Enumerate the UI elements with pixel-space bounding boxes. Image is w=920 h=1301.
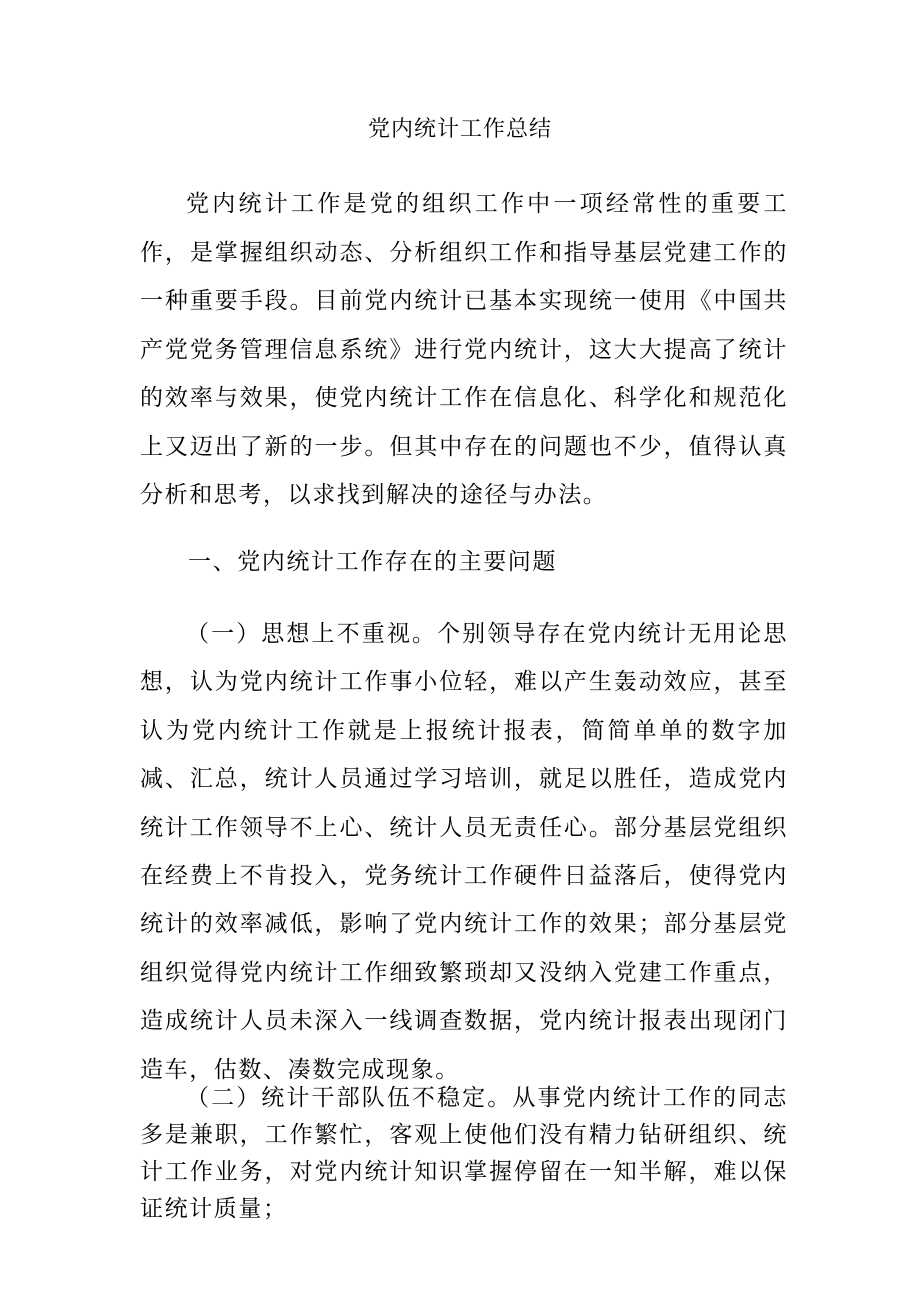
item-1-paragraph: （一）思想上不重视。个别领导存在党内统计无用论思想，认为党内统计工作事小位轻，难以产生轰动效应，甚至认为党内统计工作就是上报统计报表，简简单单的数字加减、汇总，统计人员通过学习培训，就足以胜任，造成党内统计工作领导不上心、统计人员无责任心。部分基层党组织在经费上不肯投入，党务统计工作硬件日益落后，使得党内统计的效率减低，影响了党内统计工作的效果；部分基层党组织觉得党内统计工作细致繁琐却又没纳入党建工作重点，造成统计人员未深入一线调查数据，党内统计报表出现闭门造车，估数、凑数完成现象。	[140, 621, 788, 1083]
intro-paragraph: 党内统计工作是党的组织工作中一项经常性的重要工作，是掌握组织动态、分析组织工作和指导基层党建工作的一种重要手段。目前党内统计已基本实现统一使用《中国共产党党务管理信息系统》进行党内统计，这大大提高了统计的效率与效果，使党内统计工作在信息化、科学化和规范化上又迈出了新的一步。但其中存在的问题也不少，值得认真分析和思考，以求找到解决的途径与办法。	[140, 191, 788, 508]
document-title: 党内统计工作总结	[367, 117, 552, 142]
item-2-paragraph: （二）统计干部队伍不稳定。从事党内统计工作的同志多是兼职，工作繁忙，客观上使他们没有精力钻研组织、统计工作业务，对党内统计知识掌握停留在一知半解，难以保证统计质量；	[140, 1085, 788, 1222]
section-heading: 一、党内统计工作存在的主要问题	[188, 549, 557, 575]
